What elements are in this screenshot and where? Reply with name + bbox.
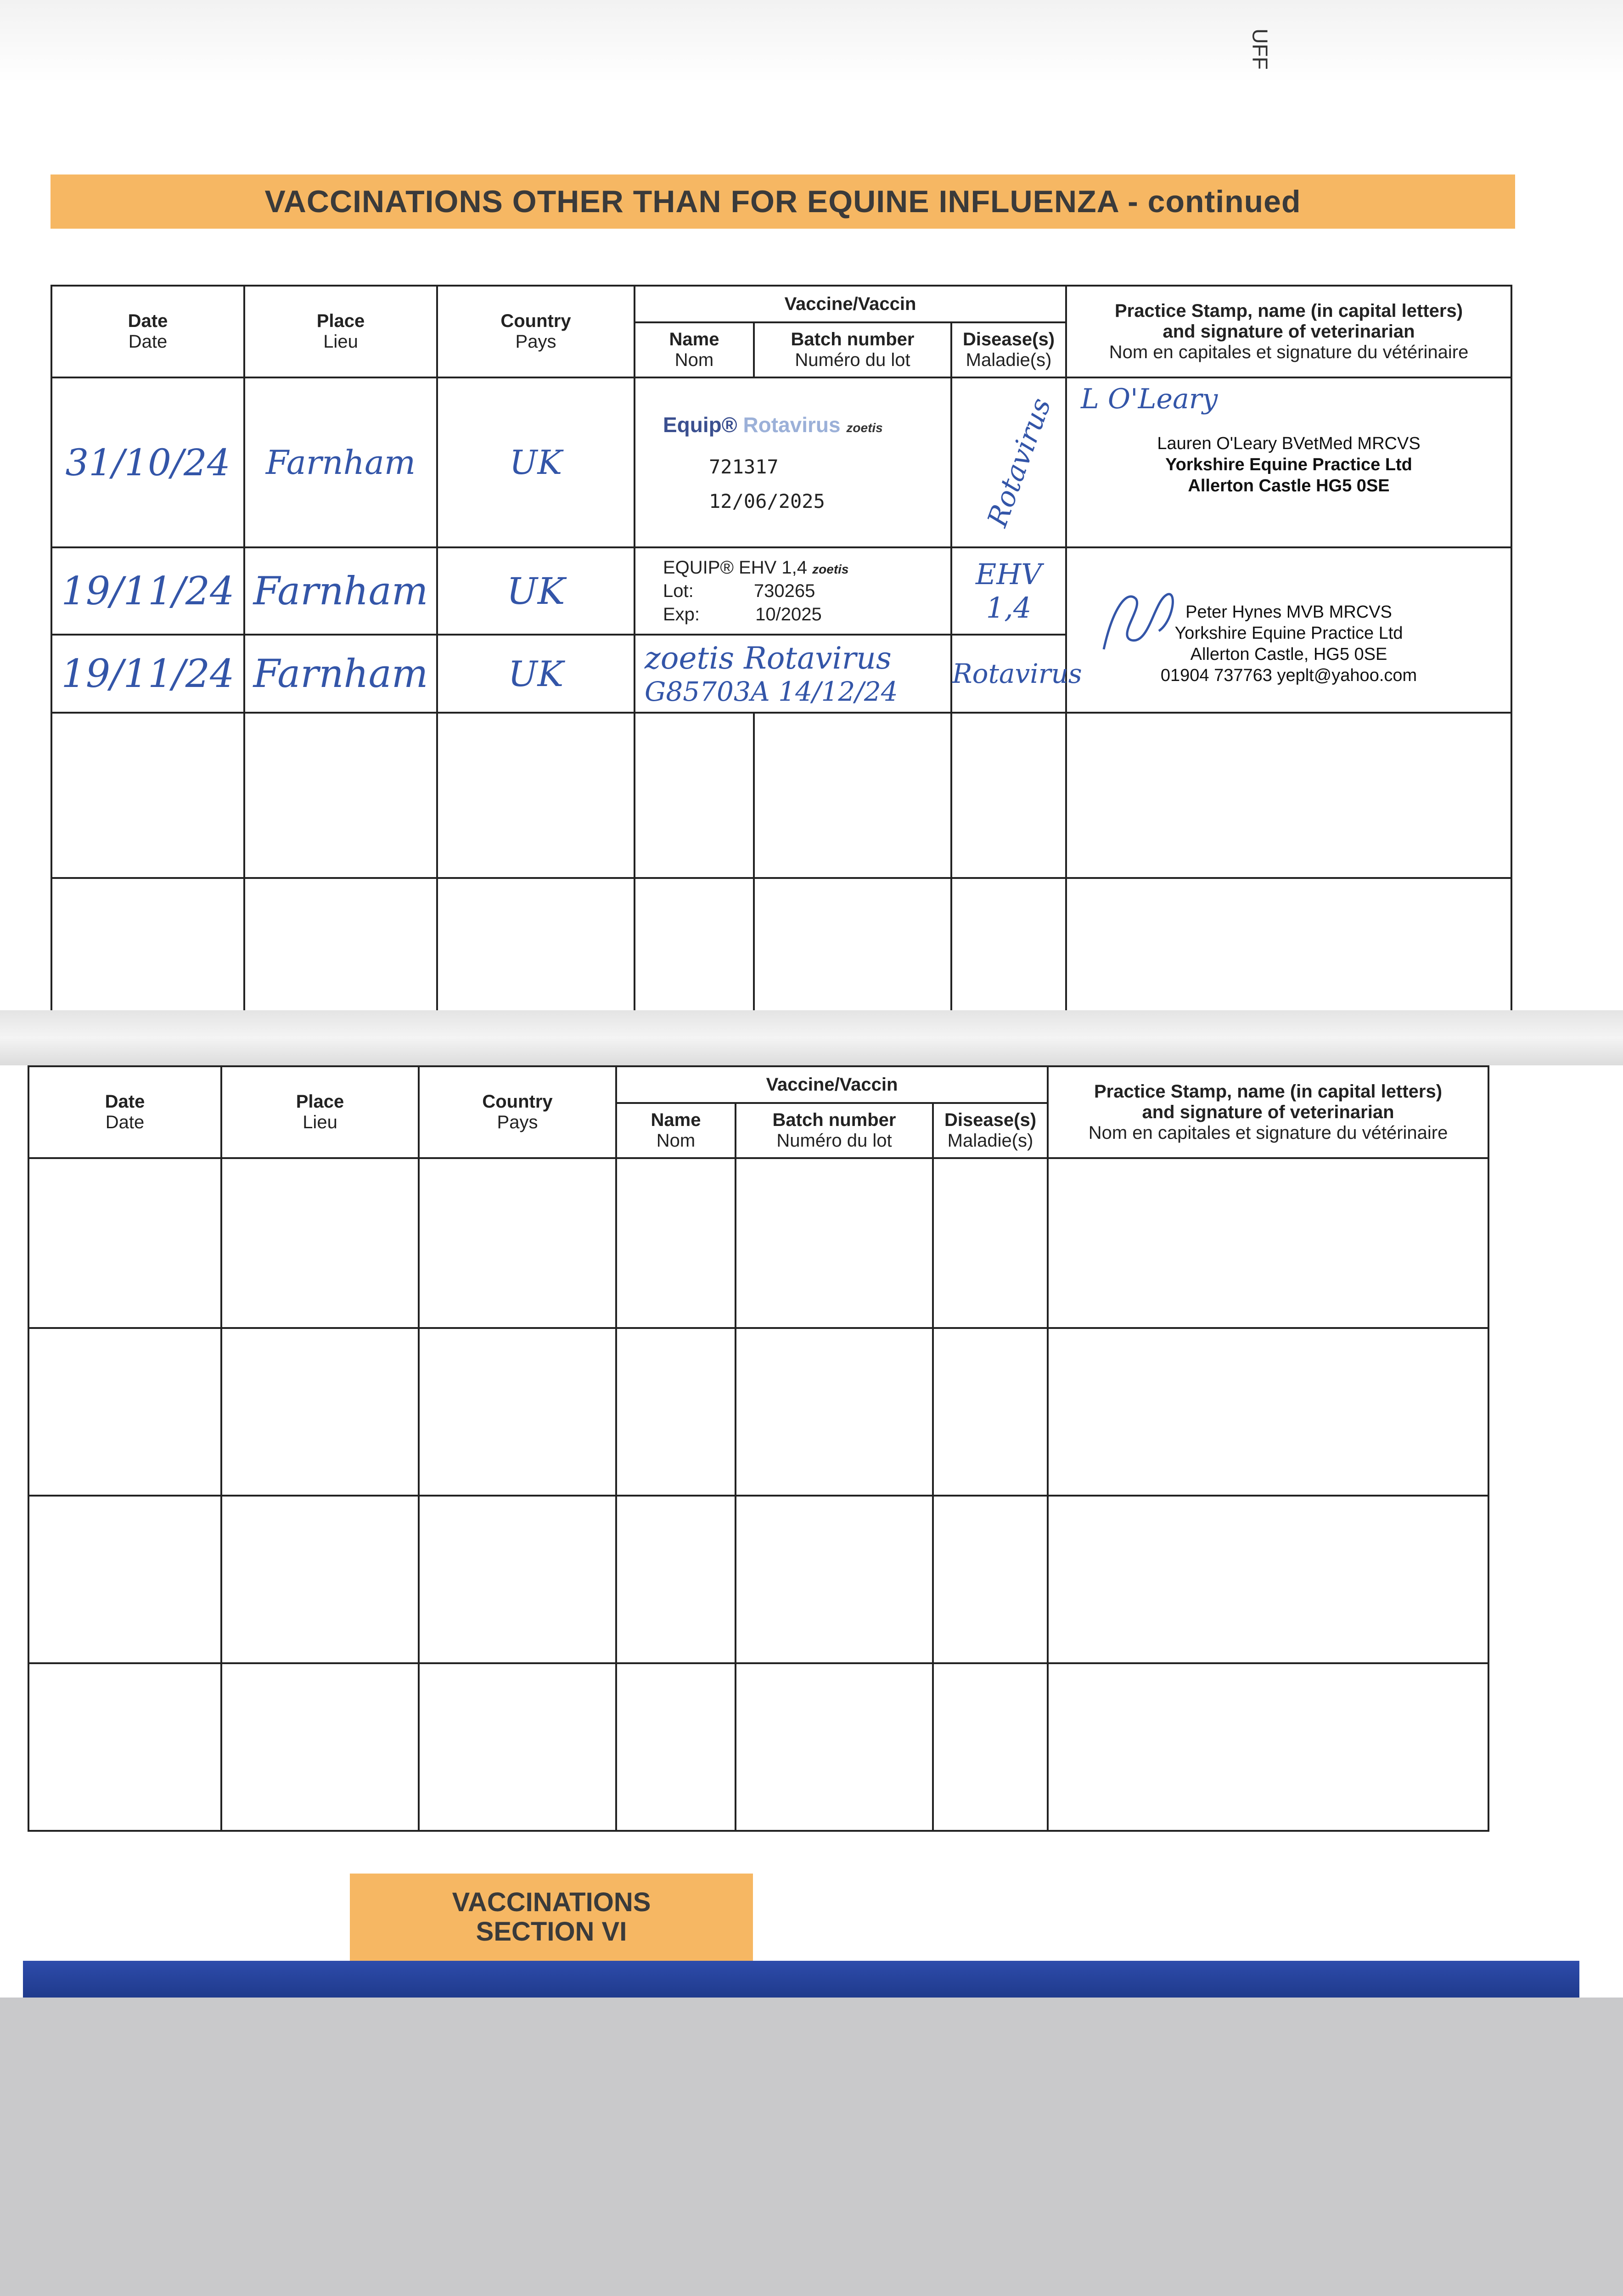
page-title-banner xyxy=(51,174,1515,229)
corner-mark: UFF xyxy=(1248,28,1272,70)
label-lot: 730265 xyxy=(753,580,815,601)
entry-date: 31/10/24 xyxy=(51,377,244,547)
label-exp: 10/2025 xyxy=(755,604,822,625)
entry-country: UK xyxy=(437,635,635,713)
scan-top-shadow xyxy=(0,0,1623,83)
empty-row xyxy=(28,1158,1488,1328)
header-country: Country Pays xyxy=(419,1066,616,1158)
section-tab: VACCINATIONS SECTION VI xyxy=(350,1874,753,1961)
empty-row xyxy=(28,1663,1488,1831)
vet-signature: L O'Leary xyxy=(1081,383,1218,415)
label-maker: zoetis xyxy=(812,562,849,576)
entry-place: Farnham xyxy=(244,635,437,713)
header-date: Date Date xyxy=(28,1066,221,1158)
header-vaccine: Vaccine/Vaccin xyxy=(616,1066,1048,1103)
label-product: EQUIP® EHV 1,4 xyxy=(663,557,808,578)
vaccination-table-lower xyxy=(28,1065,1489,1832)
header-country: Country Pays xyxy=(437,286,635,377)
page-title: VACCINATIONS OTHER THAN FOR EQUINE INFLUENZA - continued xyxy=(264,184,1301,219)
passport-cover-edge xyxy=(23,1961,1579,1998)
entry-place: Farnham xyxy=(244,547,437,635)
header-vaccine: Vaccine/Vaccin xyxy=(635,286,1066,322)
header-name: Name Nom xyxy=(635,322,754,377)
header-practice-stamp: Practice Stamp, name (in capital letters) and signature of veterinarian Nom en capitales et signature du vétérinaire xyxy=(1048,1066,1488,1158)
signature-scribble xyxy=(1099,580,1182,658)
page-crease xyxy=(0,1010,1623,1065)
empty-row xyxy=(28,1496,1488,1663)
label-maker: zoetis xyxy=(846,421,883,435)
header-place: Place Lieu xyxy=(244,286,437,377)
label-brand: Equip® xyxy=(663,413,737,437)
entry-date: 19/11/24 xyxy=(51,635,244,713)
label-exp: 12/06/2025 xyxy=(709,490,825,512)
vaccine-label-sticker: EQUIP® EHV 1,4 zoetis Lot: 730265 Exp: 10/2025 xyxy=(635,547,951,635)
vaccine-label-sticker xyxy=(635,377,951,547)
vet-stamp-2: Peter Hynes MVB MRCVS Yorkshire Equine Practice Ltd Allerton Castle, HG5 0SE 01904 737763 yeplt@yahoo.com xyxy=(1066,547,1511,713)
entry-batch-detail: G85703A 14/12/24 xyxy=(645,675,898,707)
header-disease: Disease(s) Maladie(s) xyxy=(933,1103,1048,1158)
header-practice-stamp: Practice Stamp, name (in capital letters) and signature of veterinarian Nom en capitales et signature du vétérinaire xyxy=(1066,286,1511,377)
header-batch: Batch number Numéro du lot xyxy=(736,1103,933,1158)
entry-disease: Rotavirus xyxy=(951,377,1066,547)
entry-country: UK xyxy=(437,547,635,635)
label-product: Rotavirus xyxy=(743,413,841,437)
header-batch: Batch number Numéro du lot xyxy=(754,322,951,377)
empty-row xyxy=(51,878,1511,1011)
header-date: Date Date xyxy=(51,286,244,377)
entry-name: zoetis xyxy=(645,640,735,676)
scanner-background xyxy=(0,1998,1623,2296)
entry-disease: Rotavirus xyxy=(951,635,1066,713)
vaccination-table-upper xyxy=(51,285,1512,1012)
empty-row xyxy=(28,1328,1488,1496)
entry-country: UK xyxy=(437,377,635,547)
entry-place: Farnham xyxy=(244,377,437,547)
entry-disease: EHV 1,4 xyxy=(951,547,1066,635)
header-disease: Disease(s) Maladie(s) xyxy=(951,322,1066,377)
vet-stamp-1: L O'Leary Lauren O'Leary BVetMed MRCVS Yorkshire Equine Practice Ltd Allerton Castle HG5 0SE xyxy=(1066,377,1511,547)
entry-date: 19/11/24 xyxy=(51,547,244,635)
entry-name-batch xyxy=(635,635,951,713)
label-lot: 721317 xyxy=(709,456,779,478)
entry-batch: Rotavirus xyxy=(744,640,892,676)
header-place: Place Lieu xyxy=(221,1066,419,1158)
empty-row xyxy=(51,713,1511,878)
header-name: Name Nom xyxy=(616,1103,736,1158)
